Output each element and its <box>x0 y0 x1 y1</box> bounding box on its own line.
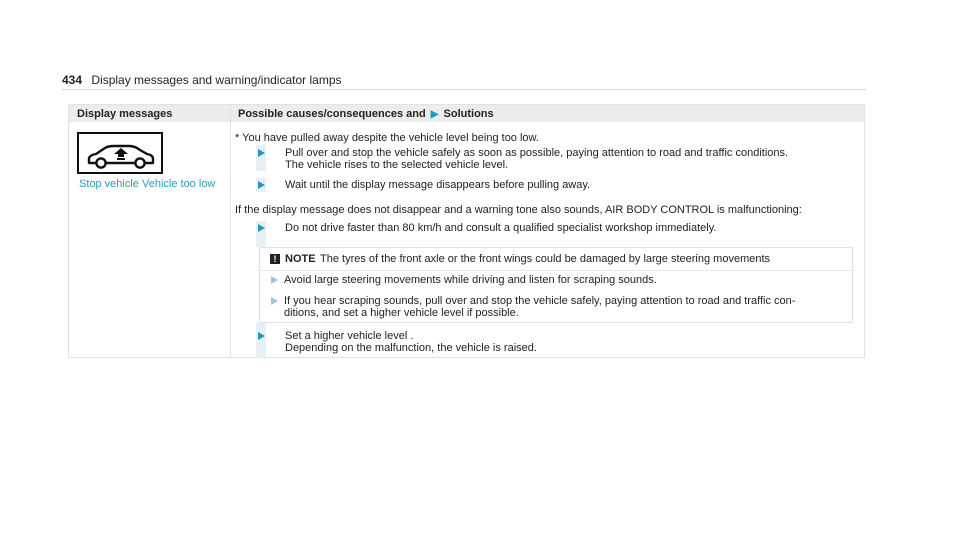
messages-table <box>68 104 865 358</box>
step-arrow-icon <box>258 181 265 189</box>
note-bullet2-line2: ditions, and set a higher vehicle level if possible. <box>284 307 519 319</box>
step-arrow-icon <box>258 224 265 232</box>
step4-line2: Depending on the malfunction, the vehicle is raised. <box>285 342 537 354</box>
step-stripe <box>256 323 266 358</box>
step2-text: Wait until the display message disappears before pulling away. <box>285 179 591 191</box>
step3-text: Do not drive faster than 80 km/h and consult a qualified specialist workshop immediately. <box>285 222 717 234</box>
step-arrow-icon <box>258 332 265 340</box>
note-arrow-icon <box>271 276 278 284</box>
note-bullet1: Avoid large steering movements while driving and listen for scraping sounds. <box>284 274 657 286</box>
col-causes-header-text: Possible causes/consequences and <box>238 108 426 120</box>
vehicle-raise-icon <box>77 132 163 174</box>
note-title: NOTE <box>285 253 316 265</box>
cause-text: * You have pulled away despite the vehicle level being too low. <box>235 132 539 144</box>
header-rule <box>62 89 866 90</box>
warning-icon: ! <box>270 254 280 264</box>
solutions-arrow-icon: ▶ <box>430 109 439 120</box>
step-arrow-icon <box>258 149 265 157</box>
col-causes-header <box>238 108 494 120</box>
note-arrow-icon <box>271 297 278 305</box>
column-divider <box>230 105 231 357</box>
note-text: The tyres of the front axle or the front wings could be damaged by large steering movements <box>320 253 771 265</box>
note-box <box>259 247 853 323</box>
page-header <box>62 73 342 87</box>
message-label: Stop vehicle Vehicle too low <box>79 178 216 190</box>
step-stripe <box>256 235 266 247</box>
step4-line1: Set a higher vehicle level . <box>285 330 414 342</box>
page-title: Display messages and warning/indicator lamps <box>91 73 342 87</box>
step1-line1: Pull over and stop the vehicle safely as soon as possible, paying attention to road and traffic conditions. <box>285 147 789 159</box>
col-display-messages-header: Display messages <box>77 108 173 120</box>
page-number: 434 <box>62 73 83 87</box>
step1-line2: The vehicle rises to the selected vehicle level. <box>285 159 509 171</box>
note-bullet2-line1: If you hear scraping sounds, pull over and stop the vehicle safely, paying attention to road and traffic con- <box>284 295 796 307</box>
col-solutions-header-text: Solutions <box>443 108 494 120</box>
note-header <box>260 248 852 271</box>
table-header-row <box>69 105 864 122</box>
condition-text: If the display message does not disappear and a warning tone also sounds, AIR BODY CONTROL is malfunctioning: <box>235 204 802 216</box>
